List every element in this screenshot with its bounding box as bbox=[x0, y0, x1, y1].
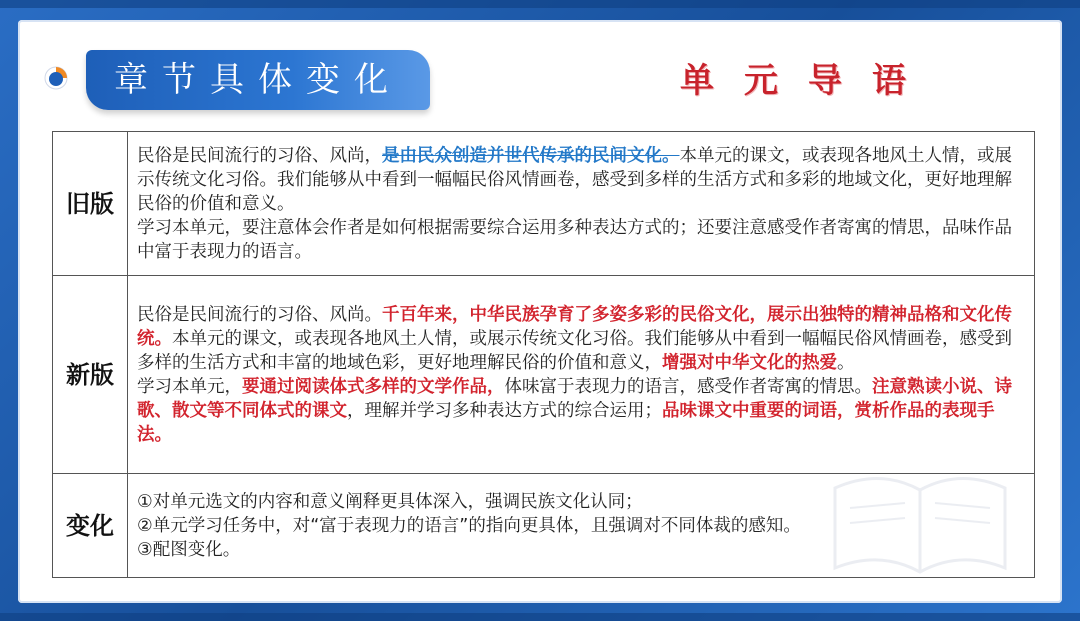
text-segment: 增强对中华文化的热爱 bbox=[662, 352, 837, 373]
text-segment: 学习本单元， bbox=[137, 376, 242, 397]
table-row-old bbox=[53, 132, 1035, 276]
text-segment: 学习本单元，要注意体会作者是如何根据需要综合运用多种表达方式的；还要注意感受作者寄寓的情思，品味作品中富于表现力的语言。 bbox=[137, 217, 1012, 262]
text-segment: ，理解并学习多种表达方式的综合运用； bbox=[347, 400, 662, 421]
text-segment: ②单元学习任务中，对“富于表现力的语言”的指向更具体，且强调对不同体裁的感知。 bbox=[137, 515, 801, 536]
table-row-changes bbox=[53, 474, 1035, 578]
text-segment: 民俗是民间流行的习俗、风尚。 bbox=[137, 304, 382, 325]
text-segment: 注意熟读小说、诗歌、散文等不同体式的课文 bbox=[137, 376, 1012, 421]
comparison-table bbox=[52, 131, 1035, 578]
text-segment: ③配图变化。 bbox=[137, 539, 241, 560]
text-segment: 。 bbox=[837, 352, 855, 373]
bottom-stripe bbox=[0, 613, 1080, 621]
row-content-changes bbox=[128, 474, 1035, 578]
row-label-changes: 变化 bbox=[53, 474, 128, 578]
row-label-old: 旧版 bbox=[53, 132, 128, 276]
section-title-banner bbox=[86, 50, 430, 110]
text-segment: 体味富于表现力的语言，感受作者寄寓的情思。 bbox=[504, 376, 872, 397]
text-segment: ①对单元选文的内容和意义阐释更具体深入，强调民族文化认同； bbox=[137, 491, 643, 512]
section-title: 章节具体变化 bbox=[114, 60, 402, 100]
text-segment: 民俗是民间流行的习俗、风尚， bbox=[137, 145, 382, 166]
table-row-new bbox=[53, 276, 1035, 474]
text-segment: 品味课文中重要的词语，赏析作品的表现手法。 bbox=[137, 400, 995, 445]
unit-title: 单元导语 bbox=[680, 61, 936, 101]
text-segment: 是由民众创造并世代传承的民间文化。 bbox=[382, 145, 680, 166]
row-content-old bbox=[128, 132, 1035, 276]
text-segment: 要通过阅读体式多样的文学作品， bbox=[242, 376, 505, 397]
top-stripe bbox=[0, 0, 1080, 8]
text-segment: 千百年来，中华民族孕育了多姿多彩的民俗文化，展示出独特的精神品格和文化传统。 bbox=[137, 304, 1012, 349]
row-content-new bbox=[128, 276, 1035, 474]
circle-logo-icon bbox=[44, 66, 68, 90]
text-segment: 本单元的课文，或表现各地风土人情，或展示传统文化习俗。我们能够从中看到一幅幅民俗风情画卷，感受到多样的生活方式和多彩的地域文化，更好地理解民俗的价值和意义。 bbox=[137, 145, 1012, 214]
text-segment: 本单元的课文，或表现各地风土人情，或展示传统文化习俗。我们能够从中看到一幅幅民俗风情画卷，感受到多样的生活方式和丰富的地域色彩，更好地理解民俗的价值和意义， bbox=[137, 328, 1012, 373]
row-label-new: 新版 bbox=[53, 276, 128, 474]
